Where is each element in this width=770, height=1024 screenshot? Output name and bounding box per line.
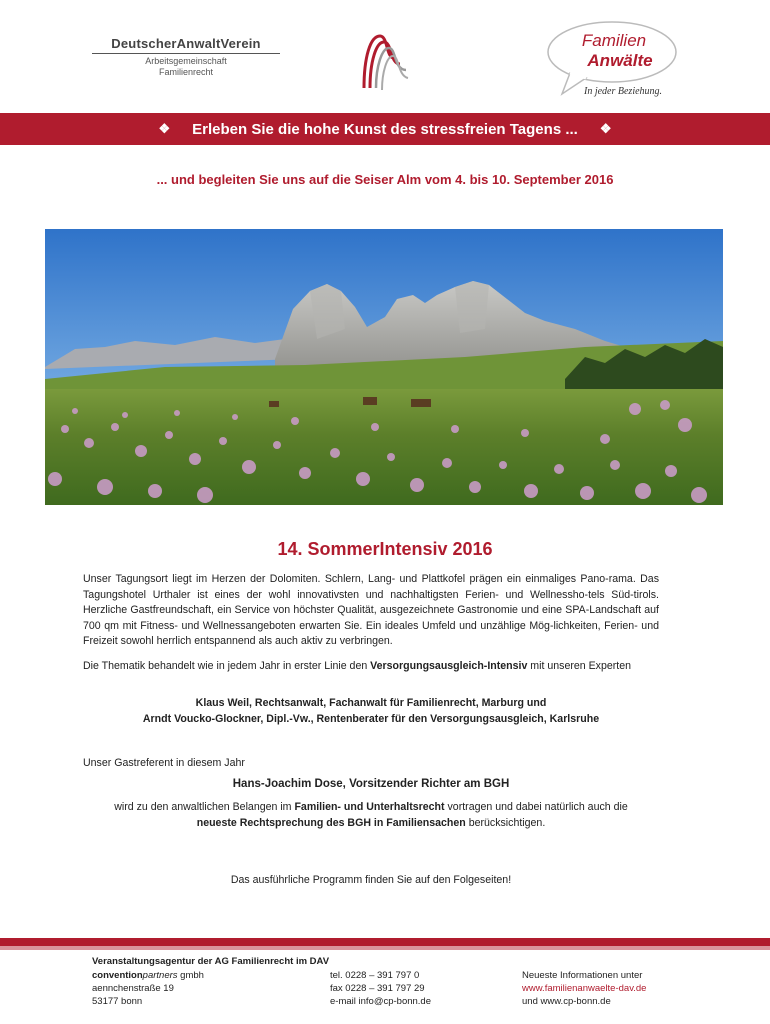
guest-line1-pre: wird zu den anwaltlichen Belangen im: [114, 801, 295, 813]
dav-subtitle-2: Familienrecht: [158, 67, 214, 77]
ag-emblem-icon: [360, 28, 410, 92]
news-label: Neueste Informationen unter: [522, 970, 643, 981]
guest-line2-post: berücksichtigen.: [465, 817, 546, 829]
city: 53177 bonn: [92, 996, 143, 1007]
expert-1: Klaus Weil, Rechtsanwalt, Fachanwalt für Familienrecht, Marburg und: [195, 697, 547, 709]
agency-title: Veranstaltungsagentur der AG Familienrecht im DAV: [92, 956, 330, 967]
page-title: 14. SommerIntensiv 2016: [277, 539, 493, 559]
guest-line1-post: vortragen und dabei natürlich auch die: [444, 801, 628, 813]
phone: tel. 0228 – 391 797 0: [330, 970, 420, 981]
dav-logo: [92, 36, 280, 78]
guest-label: Unser Gastreferent in diesem Jahr: [83, 757, 245, 769]
guest-name: Hans-Joachim Dose, Vorsitzender Richter am BGH: [232, 778, 510, 790]
fa-logo-line2: Anwälte: [587, 51, 653, 70]
fa-tagline: In jeder Beziehung.: [584, 86, 663, 97]
fa-logo-line1: Familien: [581, 31, 647, 50]
cp-bonn-link[interactable]: www.cp-bonn.de: [540, 996, 611, 1007]
guest-line1-bold: Familien- und Unterhaltsrecht: [294, 801, 445, 813]
email-link[interactable]: e-mail info@cp-bonn.de: [330, 996, 432, 1007]
agency-address: [92, 969, 204, 1008]
banner-text: Erleben Sie die hohe Kunst des stressfreien Tagens ...: [192, 120, 578, 138]
agency-contact: [330, 969, 431, 1008]
guest-line-2: [83, 816, 659, 832]
program-note: Das ausführliche Programm finden Sie auf den Folgeseiten!: [230, 874, 512, 886]
guest-line2-bold: neueste Rechtsprechung des BGH in Familiensachen: [196, 817, 466, 829]
footer-bar-accent: [0, 946, 770, 950]
footer-bar: [0, 938, 770, 946]
guest-line-1: [83, 800, 659, 816]
company-italic: partners: [142, 970, 178, 981]
dav-title: DeutscherAnwaltVerein: [111, 36, 261, 51]
cp-bonn-line: [522, 995, 646, 1008]
familienanwaelte-link[interactable]: www.familienanwaelte-dav.de: [522, 983, 647, 994]
ornament-icon: ❖: [599, 121, 612, 136]
news-links: [522, 969, 646, 1008]
company-bold: convention: [92, 970, 143, 981]
fax: fax 0228 – 391 797 29: [330, 983, 425, 994]
dav-subtitle-1: Arbeitsgemeinschaft: [145, 56, 227, 66]
street: aennchenstraße 19: [92, 983, 174, 994]
thematik-post: mit unseren Experten: [527, 660, 631, 672]
headline-banner: [0, 113, 770, 145]
divider: [92, 53, 280, 54]
link2-prefix: und: [522, 996, 541, 1007]
company-rest: gmbh: [177, 970, 204, 981]
expert-2: Arndt Voucko-Glockner, Dipl.-Vw., Rentenberater für den Versorgungsausgleich, Karlsruhe: [142, 713, 600, 725]
thematik-pre: Die Thematik behandelt wie in jedem Jahr in erster Linie den: [83, 660, 371, 672]
mountain-meadow-photo: [45, 229, 723, 505]
event-subline: ... und begleiten Sie uns auf die Seiser Alm vom 4. bis 10. September 2016: [156, 172, 614, 187]
thematik-paragraph: [83, 659, 659, 675]
intro-paragraph: Unser Tagungsort liegt im Herzen der Dolomiten. Schlern, Lang- und Plattkofel prägen ein einmaliges Pano-rama. Das Tagungshotel Urthaler ist eines der wohl innovativsten und nachhaltigsten Ferien- und Wellnessho-tels Süd-tirols. Herzliche Gastfreundschaft, ein Service von höchster Qualität, ausgezeichnete Gastronomie und eine SPA-Landschaft auf 700 qm mit Fitness- und Wellnessangeboten erwarten Sie. Ein ideales Umfeld und unzählige Mög-lichkeiten, Ferien- und Freizeit sowohl herrlich entspannend als auch aktiv zu verbringen.: [83, 573, 659, 647]
ornament-icon: ❖: [158, 121, 171, 136]
thematik-bold: Versorgungsausgleich-Intensiv: [370, 660, 528, 672]
company-name: [92, 969, 204, 982]
